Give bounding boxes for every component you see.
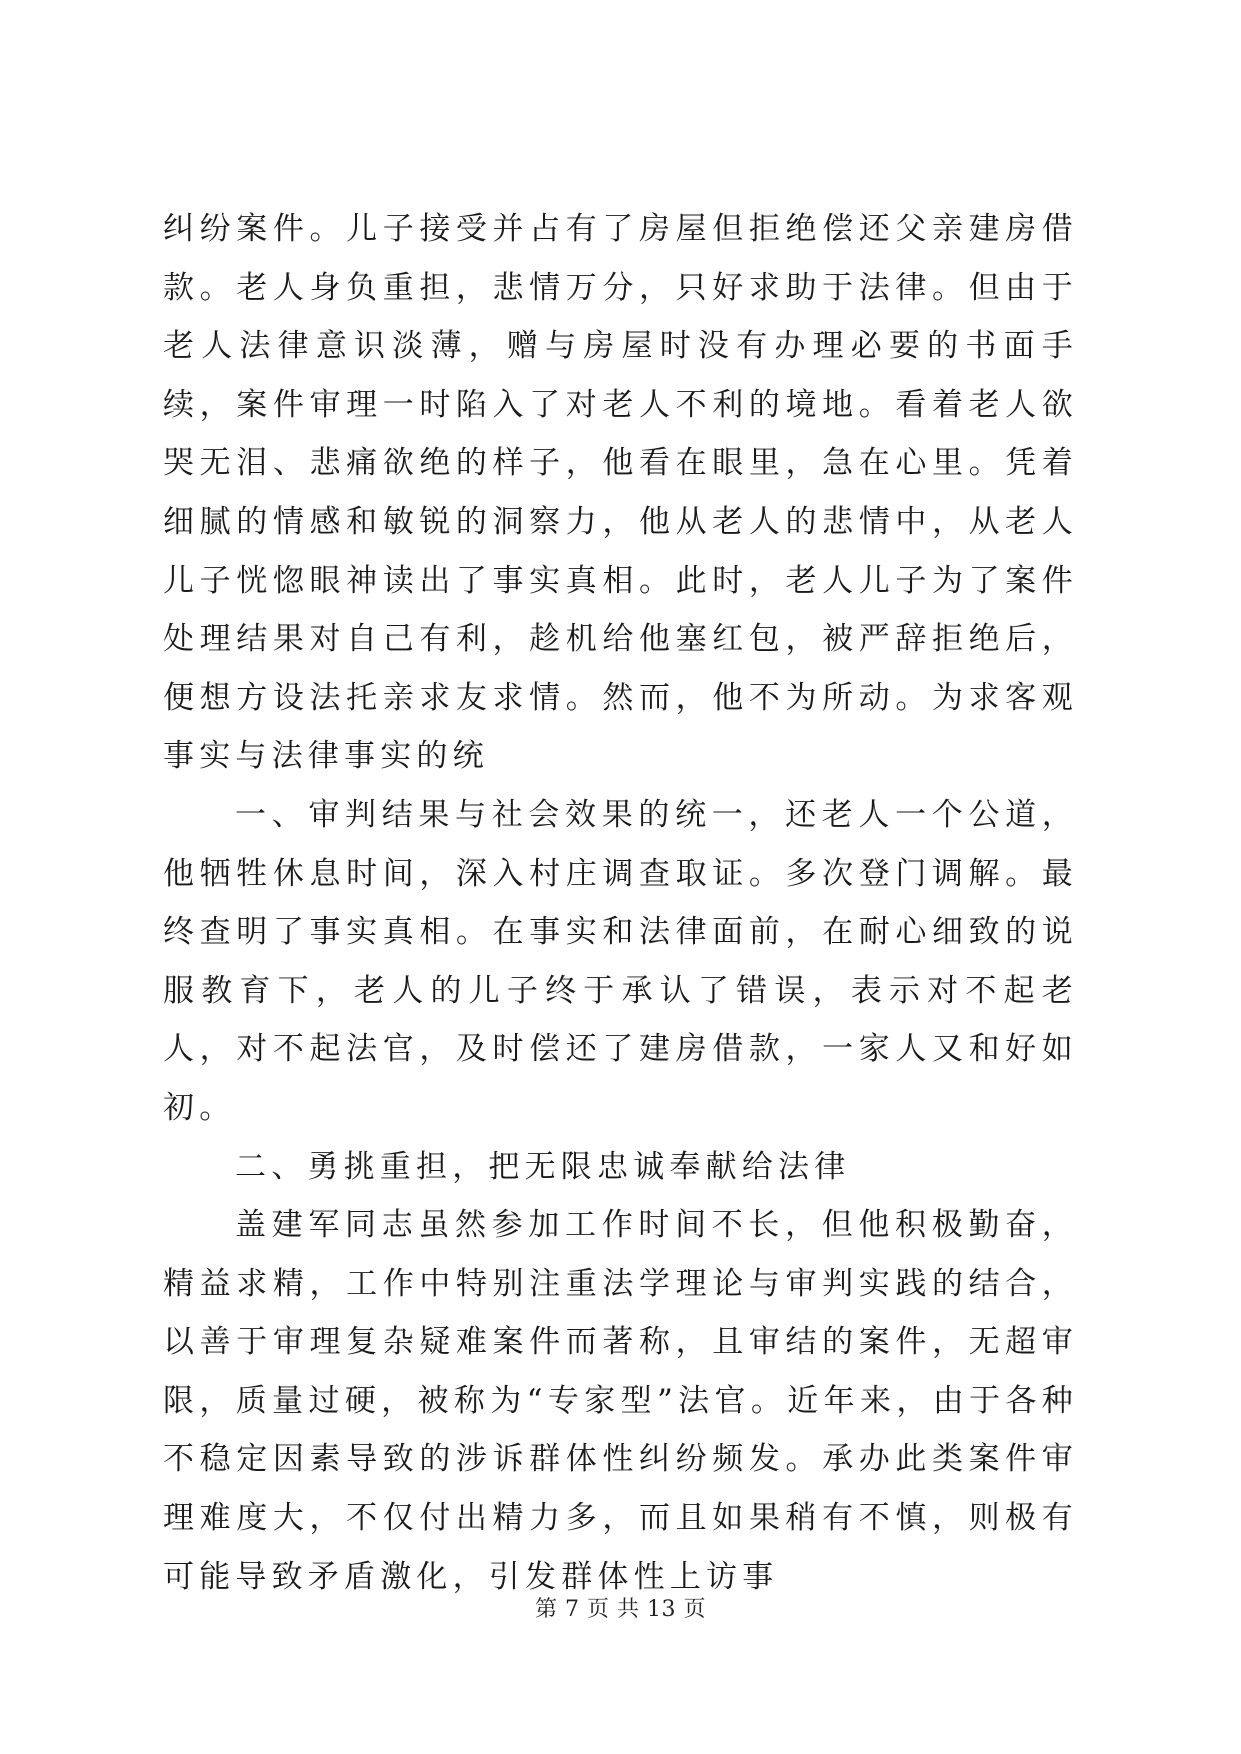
paragraph-case-narrative: 纠纷案件。儿子接受并占有了房屋但拒绝偿还父亲建房借款。老人身负重担，悲情万分，只好求助于法律。但由于老人法律意识淡薄，赠与房屋时没有办理必要的书面手续，案件审理一时陷入了对老人不利的境地。看着老人欲哭无泪、悲痛欲绝的样子，他看在眼里，急在心里。凭着细腻的情感和敏锐的洞察力，他从老人的悲情中，从老人儿子恍惚眼神读出了事实真相。此时，老人儿子为了案件处理结果对自己有利，趁机给他塞红包，被严辞拒绝后，便想方设法托亲求友求情。然而，他不为所动。为求客观事实与法律事实的统 — [163, 211, 1078, 775]
section-heading-two: 二、勇挑重担，把无限忠诚奉献给法律 — [235, 1148, 851, 1185]
page-number-footer: 第 7 页 共 13 页 — [535, 1597, 706, 1622]
paragraph-section-two-body: 盖建军同志虽然参加工作时间不长，但他积极勤奋，精益求精，工作中特别注重法学理论与审判实践的结合，以善于审理复杂疑难案件而著称，且审结的案件，无超审限，质量过硬，被称为“专家型”法官。近年来，由于各种不稳定因素导致的涉诉群体性纠纷频发。承办此类案件审理难度大，不仅付出精力多，而且如果稍有不慎，则极有可能导致矛盾激化，引发群体性上访事 — [163, 1207, 1078, 1595]
paragraph-section-one: 一、审判结果与社会效果的统一，还老人一个公道，他牺牲休息时间，深入村庄调查取证。多次登门调解。最终查明了事实真相。在事实和法律面前，在耐心细致的说服教育下，老人的儿子终于承认了错误，表示对不起老人，对不起法官，及时偿还了建房借款，一家人又和好如初。 — [163, 796, 1078, 1126]
document-body — [163, 200, 1078, 1606]
